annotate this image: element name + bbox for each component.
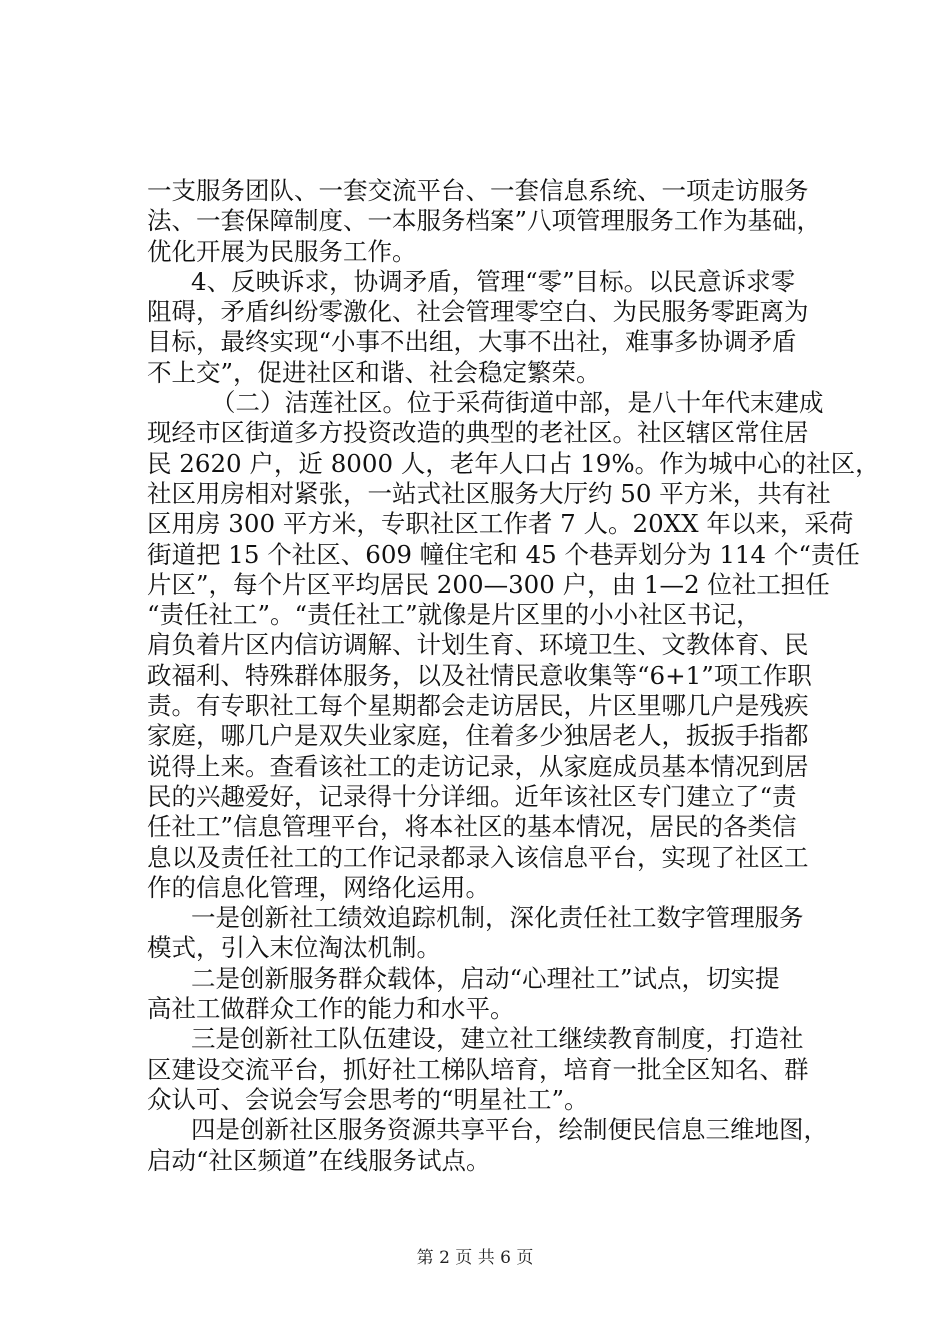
text-line: 社区用房相对紧张，一站式社区服务大厅约 50 平方米，共有社	[147, 478, 831, 508]
text-line: 目标，最终实现“小事不出组，大事不出社，难事多协调矛盾	[147, 327, 797, 357]
text-line: 说得上来。查看该社工的走访记录，从家庭成员基本情况到居	[147, 751, 809, 781]
text-line: 民 2620 户，近 8000 人，老年人口占 19%。作为城中心的社区，	[147, 448, 880, 478]
text-line: 现经市区街道多方投资改造的典型的老社区。社区辖区常住居	[147, 418, 809, 448]
document-body	[147, 176, 880, 1176]
text-line: 四是创新社区服务资源共享平台，绘制便民信息三维地图，	[191, 1115, 828, 1145]
text-line: 家庭，哪几户是双失业家庭，住着多少独居老人，扳扳手指都	[147, 721, 809, 751]
text-line: “责任社工”。“责任社工”就像是片区里的小小社区书记，	[147, 600, 761, 630]
text-line: 三是创新社工队伍建设，建立社工继续教育制度，打造社	[191, 1024, 804, 1054]
text-line: 一支服务团队、一套交流平台、一套信息系统、一项走访服务	[147, 176, 809, 205]
text-line: 息以及责任社工的工作记录都录入该信息平台，实现了社区工	[147, 842, 809, 872]
text-line: 不上交”，促进社区和谐、社会稳定繁荣。	[147, 357, 601, 387]
text-line: 责。有专职社工每个星期都会走访居民，片区里哪几户是残疾	[147, 691, 809, 721]
text-line: 优化开展为民服务工作。	[147, 236, 417, 266]
text-line: 政福利、特殊群体服务，以及社情民意收集等“6+1”项工作职	[147, 660, 812, 690]
page-footer: 第 2 页 共 6 页	[416, 1248, 534, 1268]
text-line: 模式，引入末位淘汰机制。	[147, 933, 441, 963]
text-line: 高社工做群众工作的能力和水平。	[147, 994, 515, 1024]
text-line: 阻碍，矛盾纠纷零激化、社会管理零空白、为民服务零距离为	[147, 297, 809, 327]
text-line: 法、一套保障制度、一本服务档案”八项管理服务工作为基础，	[147, 206, 822, 236]
text-line: 启动“社区频道”在线服务试点。	[147, 1145, 491, 1175]
text-line: 任社工”信息管理平台，将本社区的基本情况，居民的各类信	[147, 812, 797, 842]
text-line: 二是创新服务群众载体，启动“心理社工”试点，切实提	[191, 963, 780, 993]
text-line: 街道把 15 个社区、609 幢住宅和 45 个巷弄划分为 114 个“责任	[147, 539, 860, 569]
text-line: 片区”，每个片区平均居民 200—300 户，由 1—2 位社工担任	[147, 569, 830, 599]
text-line: 作的信息化管理，网络化运用。	[147, 872, 490, 902]
text-line: 众认可、会说会写会思考的“明星社工”。	[147, 1084, 589, 1114]
text-line: 4、反映诉求，协调矛盾，管理“零”目标。以民意诉求零	[191, 266, 796, 296]
text-line: 区建设交流平台，抓好社工梯队培育，培育一批全区知名、群	[147, 1054, 809, 1084]
text-line: 区用房 300 平方米，专职社区工作者 7 人。20XX 年以来，采荷	[147, 509, 854, 539]
text-line: 一是创新社工绩效追踪机制，深化责任社工数字管理服务	[191, 903, 804, 933]
text-line: 肩负着片区内信访调解、计划生育、环境卫生、文教体育、民	[147, 630, 809, 660]
text-line: 民的兴趣爱好，记录得十分详细。近年该社区专门建立了“责	[147, 781, 797, 811]
text-line: （二）洁莲社区。位于采荷街道中部，是八十年代末建成	[211, 388, 824, 418]
